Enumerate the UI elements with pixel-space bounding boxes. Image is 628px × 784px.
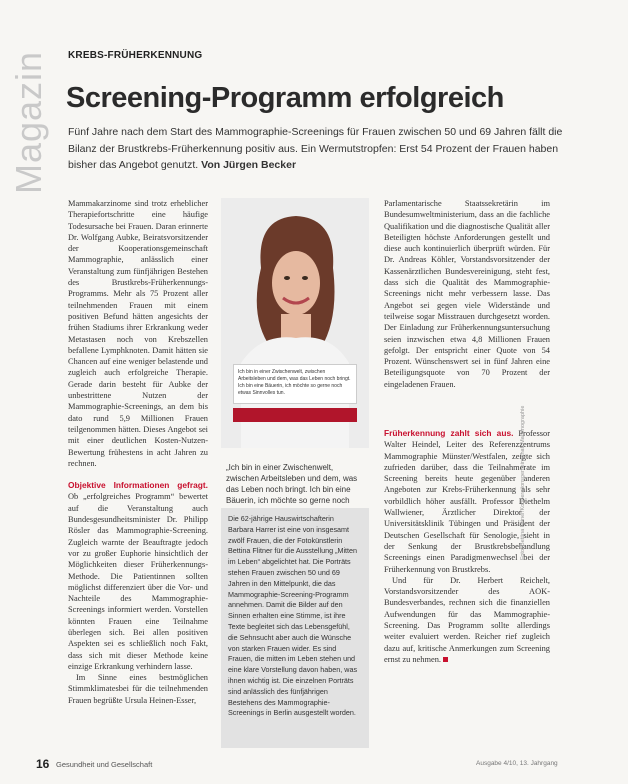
page-number: 16 (36, 757, 50, 771)
lead-paragraph (68, 124, 588, 174)
lead-text: Fünf Jahre nach dem Start des Mammographie-Screenings für Frauen zwischen 50 und 69 Jahren fällt die Bilanz der Brustkrebs-Früherkennung positiv aus. Ein Wermutstropfen: Erst 54 Prozent der Frauen haben bisher das Angebot genutzt. (68, 126, 563, 171)
kicker: KREBS-FRÜHERKENNUNG (68, 50, 203, 61)
closing-paragraph (384, 575, 550, 665)
end-mark-icon (443, 657, 448, 662)
magazine-name: Gesundheit und Gesellschaft (56, 760, 153, 769)
paragraph-with-subheading (68, 480, 208, 672)
portrait-photo (221, 198, 369, 448)
section-label: Magazin (8, 50, 49, 194)
headline: Screening-Programm erfolgreich (66, 82, 504, 114)
issue-info: Ausgabe 4/10, 13. Jahrgang (476, 760, 558, 767)
paragraph: Mammakarzinome sind trotz erheblicher Therapiefortschritte eine häufige Todesursache bei Frauen. Daran erinnerte Dr. Wolfgang Aubke, Beiratsvorsitzender der Kooperationsgemeinschaft Mammographie, anlässlich einer Veranstaltung zum fünfjährigen Bestehen des Brustkrebs-Früherkennungs-Programms. Mehr als 75 Prozent aller teilnehmenden Frauen mit einem positiven Befund hätten angesichts der frühen Stadiums ihrer Erkrankung weder Metastasen noch von Krebszellen befallene Lymphknoten. Damit hätten sie Chancen auf eine weniger belastende und zugleich auch erfolgreiche Therapie. Gerade darin besteht für Aubke der unbestrittene Nutzen der Mammographie-Screenings, an dem bis dato rund 5,9 Millionen Frauen teilgenommen hätten. Dieses Angebot sei mit einer deutlichen Kosten-Nutzen-Bewertung frühestens in acht Jahren zu rechnen. (68, 199, 208, 468)
paragraph-text: Ob „erfolgreiches Programm“ bewertet auf die Veranstaltung auch Bundesgesundheitsminister Dr. Philipp Rösler das Mammographie-Screening. Zugleich warnte der Beauftragte jedoch vor zu großer Euphorie hinsichtlich der Möglichkeiten dieser Früherkennungs-Methode. Die Patientinnen sollten möglichst differenziert über die Vor- und Nachteile des Mammographie-Screenings informiert werden. Vorstellen könnten Frauen eine Teilnahme überlegen sich. Bei allen positiven Aspekten sei es schließlich noch Fakt, dass sich mit dieser Methode keine einzige Erkrankung verhindern lasse. (68, 492, 208, 671)
photo-caption: Die 62-jährige Hauswirtschafterin Barbara Harrer ist eine von insgesamt zwölf Frauen, die der Fotokünstlerin Bettina Flitner für die Ausstellung „Mitten im Leben“ abgelichtet hat. Die Porträts stehen Frauen zwischen 50 und 69 Jahren in den Mittelpunkt, die das Mammographie-Screening-Programm annehmen. Damit die Bilder auf den Sinnen erhalten eine Stimme, ist ihre Texte begleitet sich das Lebensgefühl, die Sehnsucht aber auch die Wünsche von starken Frauen wider. Es sind Frauen, die mitten im Leben stehen und eine klare Vorstellung davon haben, was ihnen wichtig ist. Die einzelnen Porträts sind anlässlich des fünfjährigen Bestehens des Mammographie-Screenings in Berlin ausgestellt worden. (228, 514, 358, 718)
article-column-left (68, 198, 208, 706)
photo-credit: Foto: Bettina Flitner/Kooperationsgemeinschaft Mammographie (520, 405, 526, 560)
subheading: Früherkennung zahlt sich aus. (384, 428, 514, 438)
paragraph-text: Professor Walter Heindel, Leiter des Referenzzentrums Mammographie Münster/Westfalen, zeigte sich zufrieden darüber, dass die Teilnahmerate im Screening bereits heute gegenüber anderen Angeboten zur Krebs-Früherkennung als sehr vorbildlich höher ausfällt. Professor Diethelm Wallwiener, Ärztlicher Direktor der Universitätsklinik Tübingen und Präsident der Deutschen Gesellschaft für Senologie, sieht in der Senkung der Brustkrebsbehandlung Screenings einen Paradigmenwechsel bei der Früherkennung von Brustkrebs. (384, 429, 551, 574)
photo-sign: Ich bin in einer Zwischenwelt, zwischen Arbeitsleben und dem, was das Leben noch bringt. Ich bin eine Bäuerin, ich möchte so gerne noch etwas Sinnvolles tun. (233, 364, 357, 404)
paragraph: Im Sinne eines bestmöglichen Stimmklimatesbei für die teilnehmenden Frauen begrüßte Ursula Heinen-Esser, (68, 673, 208, 705)
pull-quote: „Ich bin in einer Zwischenwelt, zwischen Arbeitsleben und dem, was das Leben noch bringt. Ich bin eine Bäuerin, ich möchte so gerne noch (226, 463, 358, 505)
author-byline: Von Jürgen Becker (201, 159, 297, 171)
paragraph: Parlamentarische Staatssekretärin im Bundesumweltministerium, dass an die fachliche Qualifikation und die diagnostische Qualität aller Beteiligten höchste Anforderungen gestellt und diese auch kontinuierlich überprüft würden. Für Dr. Andreas Köhler, Vorstandsvorsitzender der Kassenärztlichen Bundesvereinigung, steht fest, dass sich die Qualität des Mammographie-Screenings nicht mehr verbessern lasse. Das Angebot sei gegen viele Widerstände und teilweise sogar Misstrauen durchgesetzt worden. Der Einladung zur Früherkennungsuntersuchung seien inzwischen etwa 4,8 Millionen Frauen gefolgt. Der entspricht einer Quote von 54 Prozent. Wünschenswert sei in fünf Jahren eine Beteiligungsquote von 70 Prozent der eingeladenen Frauen. (384, 199, 550, 389)
page-footer (36, 757, 596, 771)
exhibition-badge (233, 408, 357, 422)
paragraph-text: Und für Dr. Herbert Reichelt, Vorstandsvorsitzender des AOK-Bundesverbandes, rechnen sich die finanziellen Aufwendungen für das Mammographie-Screening. Das Programm sollte allerdings weiter evaluiert werden. Reicher rief zugleich dazu auf, kritische Anmerkungen zum Screening ernst zu nehmen. (384, 575, 550, 664)
subheading: Objektive Informationen gefragt. (68, 480, 208, 491)
